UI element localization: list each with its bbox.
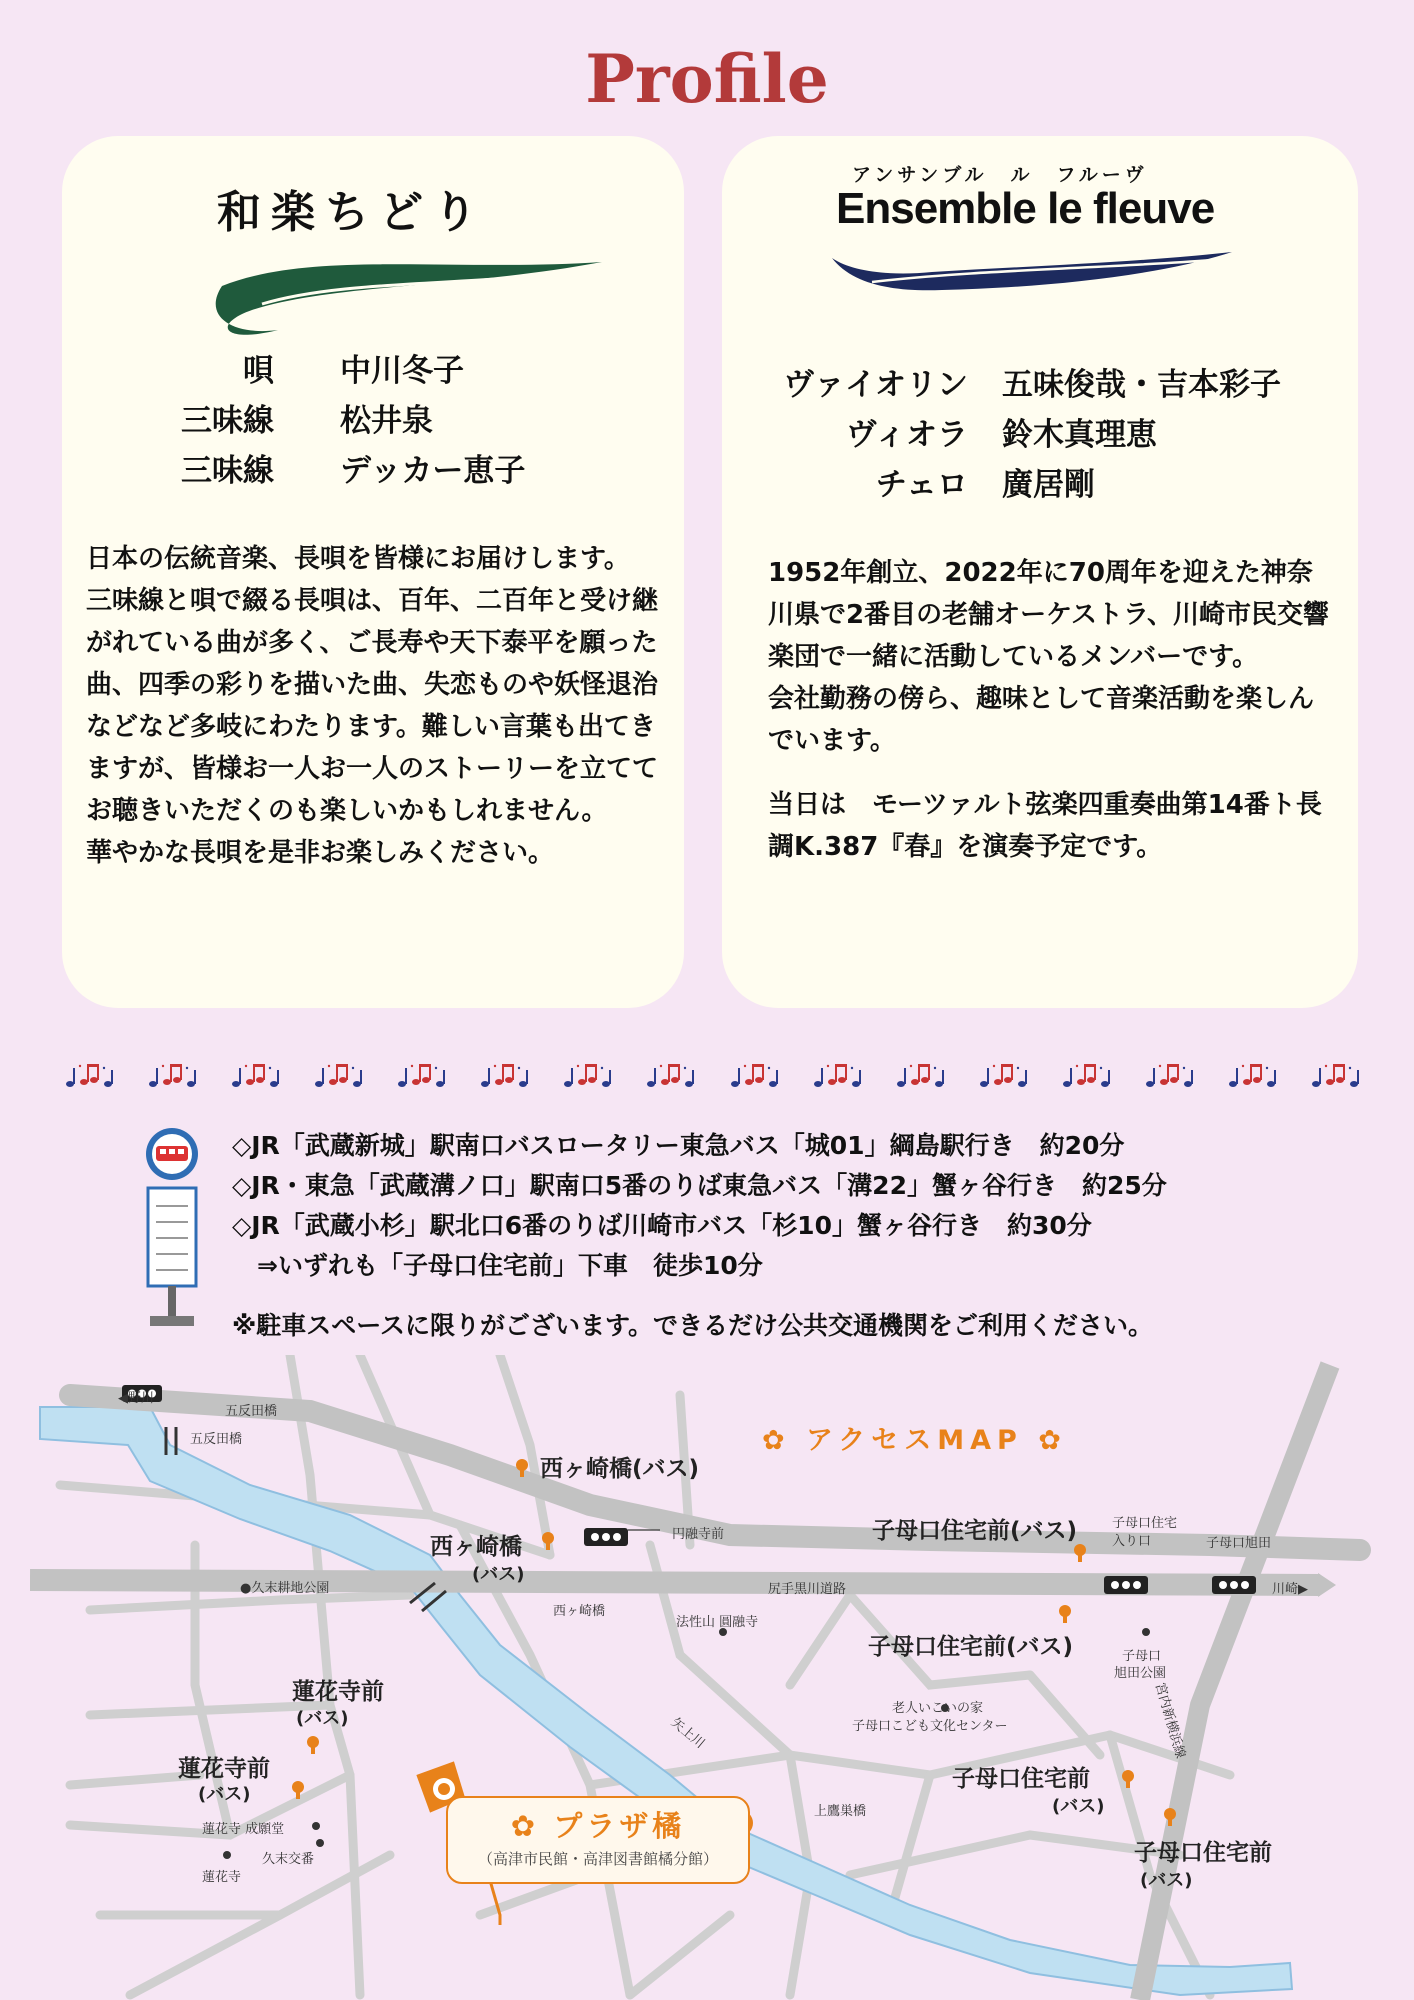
map-label-road: 尻手黒川道路 <box>768 1582 847 1597</box>
member-row <box>760 356 1281 406</box>
bus-stop-icon <box>132 1126 212 1336</box>
music-note-icon <box>396 1062 450 1092</box>
member-row <box>132 442 525 492</box>
member-row <box>760 456 1281 506</box>
flower-icon: ✿ <box>1038 1425 1067 1456</box>
map-label-kodomo-center: 子母口こども文化センター <box>852 1719 1008 1734</box>
music-note-icon <box>812 1062 866 1092</box>
member-name: 五味俊哉・吉本彩子 <box>1002 366 1281 403</box>
map-label-renkeji-bus: 蓮花寺前 <box>178 1756 270 1782</box>
description-paragraph: 華やかな長唄を是非お楽しみください。 <box>86 838 555 868</box>
map-label-bus: (バス) <box>1052 1796 1105 1817</box>
member-name: デッカー恵子 <box>340 452 526 489</box>
member-list <box>132 342 525 492</box>
map-label-miyauchi: 宮内新横浜線 <box>1151 1681 1188 1761</box>
map-label-shiboguchi-asahida: 子母口旭田 <box>1206 1536 1272 1551</box>
bus-route: ◇JR・東急「武蔵溝ノ口」駅南口5番のりば東急バス「溝22」蟹ヶ谷行き 約25分 <box>232 1171 1167 1200</box>
profile-card-ensemble-le-fleuve <box>722 136 1358 1008</box>
venue-callout <box>446 1796 750 1884</box>
member-list <box>760 356 1281 506</box>
map-label-kamitakasugi: 上鷹巣橋 <box>814 1804 867 1819</box>
map-label-shiboguchi-bus: 子母口住宅前(バス) <box>872 1518 1078 1544</box>
map-label-hosshozan: 法性山 圓融寺 <box>676 1615 759 1630</box>
bus-route-list <box>232 1126 1167 1346</box>
map-label-bus: (バス) <box>472 1564 525 1585</box>
map-label-nogawa: ◀野川 <box>118 1391 154 1406</box>
map-label-shiboguchi-bus: 子母口住宅前 <box>1134 1840 1272 1866</box>
map-label-nishigasaki-bridge: 西ヶ崎橋 <box>553 1604 606 1619</box>
yagami-river <box>40 1407 1292 1995</box>
map-label-kusue-koban: 久末交番 <box>262 1852 315 1867</box>
map-label-shiboguchi-bus: 子母口住宅前(バス) <box>868 1634 1074 1660</box>
member-role: 唄 <box>243 352 274 389</box>
map-label-rojin: 老人いこいの家 <box>892 1701 984 1716</box>
music-note-icon <box>230 1062 284 1092</box>
map-label-bus: (バス) <box>1140 1870 1193 1891</box>
map-label-asahida-park: 子母口 <box>1122 1649 1162 1664</box>
member-row <box>760 406 1281 456</box>
map-label-shiboguchi-entrance: 入り口 <box>1112 1534 1152 1549</box>
map-label-renkeji: 蓮花寺 <box>202 1870 242 1885</box>
brush-stroke-navy <box>812 230 1272 330</box>
map-label-kawasaki: 川崎▶ <box>1272 1582 1308 1597</box>
group-name: 和楽ちどり <box>217 187 487 238</box>
profile-card-wagaku-chidori <box>62 136 684 1008</box>
map-label-renkeji-jogan: 蓮花寺 成願堂 <box>202 1822 285 1837</box>
map-label-renkeji-bus: 蓮花寺前 <box>292 1679 384 1705</box>
map-label-gotanda: 五反田橋 <box>225 1404 278 1419</box>
music-note-icon <box>729 1062 783 1092</box>
member-role: チェロ <box>875 466 968 503</box>
group-name-ruby: アンサンブル ル フルーヴ <box>852 164 1148 186</box>
member-role: 三味線 <box>181 402 274 439</box>
brush-stroke-green <box>162 212 622 342</box>
flower-icon: ✿ <box>510 1809 540 1843</box>
map-label-bus: (バス) <box>198 1784 251 1805</box>
music-note-icon <box>1227 1062 1281 1092</box>
map-label-bus: (バス) <box>296 1708 349 1729</box>
map-label-kusue-park: ●久末耕地公園 <box>240 1581 330 1596</box>
member-row <box>132 342 525 392</box>
member-name: 松井泉 <box>340 402 433 439</box>
group-description <box>86 538 678 874</box>
map-label-enyuji: 円融寺前 <box>672 1527 725 1542</box>
venue-subtitle: （高津市民館・高津図書館橘分館） <box>477 1850 718 1868</box>
member-role: ヴィオラ <box>845 416 968 453</box>
music-note-icon <box>978 1062 1032 1092</box>
music-note-icon <box>147 1062 201 1092</box>
kawasaki-arrow <box>1318 1573 1336 1597</box>
member-role: ヴァイオリン <box>783 366 968 403</box>
bus-route: ◇JR「武蔵小杉」駅北口6番のりば川崎市バス「杉10」蟹ヶ谷行き 約30分 <box>232 1211 1092 1240</box>
parking-note: ※駐車スペースに限りがございます。できるだけ公共交通機関をご利用ください。 <box>232 1311 1154 1340</box>
music-note-divider <box>64 1062 1364 1092</box>
music-note-icon <box>1310 1062 1364 1092</box>
access-map-title <box>762 1418 1067 1457</box>
map-label-asahida-park: 旭田公園 <box>1114 1666 1167 1681</box>
map-label-nishigasaki-bus: 西ヶ崎橋 <box>430 1534 522 1560</box>
description-paragraph: 1952年創立、2022年に70周年を迎えた神奈川県で2番目の老舗オーケストラ、川崎市民交響楽団で一緒に活動しているメンバーです。 <box>768 558 1329 672</box>
music-note-icon <box>895 1062 949 1092</box>
music-note-icon <box>645 1062 699 1092</box>
page-title: Profile <box>585 40 829 118</box>
member-name: 廣居剛 <box>1002 466 1095 503</box>
venue-name <box>448 1804 748 1845</box>
description-paragraph: 日本の伝統音楽、長唄を皆様にお届けします。 <box>86 544 630 574</box>
member-name: 鈴木真理恵 <box>1002 416 1157 453</box>
music-note-icon <box>1144 1062 1198 1092</box>
map-title-text: アクセスMAP <box>806 1425 1023 1456</box>
description-paragraph: 三味線と唄で綴る長唄は、百年、二百年と受け継がれている曲が多く、ご長寿や天下泰平を願った曲、四季の彩りを描いた曲、失恋ものや妖怪退治などなど多岐にわたります。難しい言葉も出てきますが、皆様お一人お一人のストーリーを立ててお聴きいただくのも楽しいかもしれません。 <box>86 586 659 826</box>
music-note-icon <box>562 1062 616 1092</box>
bus-route: ⇒いずれも「子母口住宅前」下車 徒歩10分 <box>232 1251 763 1280</box>
music-note-icon <box>479 1062 533 1092</box>
map-label-yagami-river: 矢上川 <box>667 1715 708 1752</box>
music-note-icon <box>64 1062 118 1092</box>
map-label-nishigasaki-bus: 西ヶ崎橋(バス) <box>540 1456 700 1482</box>
group-name: Ensemble le fleuve <box>836 184 1215 233</box>
group-description <box>768 552 1338 868</box>
member-name: 中川冬子 <box>340 352 464 389</box>
access-map <box>30 1355 1384 2000</box>
music-note-icon <box>313 1062 367 1092</box>
description-paragraph: 会社勤務の傍ら、趣味として音楽活動を楽しんでいます。 <box>768 684 1315 756</box>
flower-icon: ✿ <box>762 1425 791 1456</box>
member-role: 三味線 <box>181 452 274 489</box>
description-paragraph: 当日は モーツァルト弦楽四重奏曲第14番ト長調K.387『春』を演奏予定です。 <box>768 790 1322 862</box>
venue-name-text: プラザ橘 <box>553 1809 686 1843</box>
map-label-shiboguchi-entrance: 子母口住宅 <box>1112 1516 1178 1531</box>
member-row <box>132 392 525 442</box>
map-label-gotanda: 五反田橋 <box>190 1432 243 1447</box>
music-note-icon <box>1061 1062 1115 1092</box>
map-label-shiboguchi-bus: 子母口住宅前 <box>952 1766 1090 1792</box>
bus-route: ◇JR「武蔵新城」駅南口バスロータリー東急バス「城01」綱島駅行き 約20分 <box>232 1131 1125 1160</box>
